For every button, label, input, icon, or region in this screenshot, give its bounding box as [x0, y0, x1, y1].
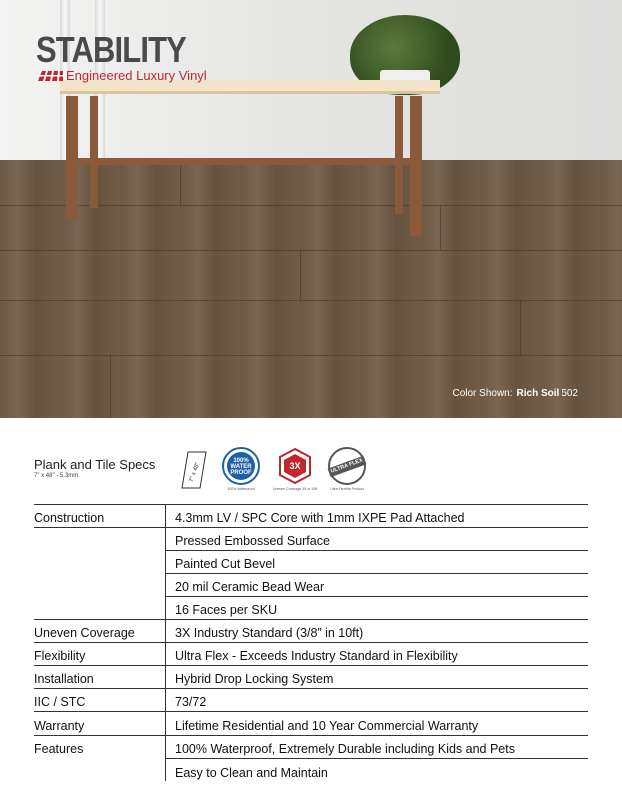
plank-seam	[180, 165, 181, 205]
color-name: Rich Soil	[516, 388, 560, 399]
table-row	[34, 713, 588, 736]
row-value: Ultra Flex - Exceeds Industry Standard in Flexibility	[175, 649, 458, 663]
row-value: 4.3mm LV / SPC Core with 1mm IXPE Pad Attached	[175, 511, 465, 525]
waterproof-badge-bottom: PROOF	[230, 470, 252, 476]
row-value: Painted Cut Bevel	[175, 557, 276, 571]
uneven-coverage-caption: Uneven Coverage 3X in 10ft	[273, 487, 317, 491]
ultra-flex-caption: Ultra Flexible Product	[330, 487, 364, 491]
table-row	[34, 528, 588, 551]
specs-title: Plank and Tile Specs	[34, 457, 156, 472]
color-shown-caption	[452, 388, 578, 399]
plank-size-icon	[176, 450, 212, 490]
color-shown-label: Color Shown:	[452, 388, 513, 399]
row-value: Lifetime Residential and 10 Year Commercial Warranty	[175, 719, 479, 733]
bench-leg	[90, 96, 98, 208]
brand-logo-title: STABILITY	[36, 29, 186, 70]
ultra-flex-badge	[328, 447, 366, 485]
row-value: Hybrid Drop Locking System	[175, 672, 334, 686]
waterproof-badge-top: 100%	[233, 458, 249, 464]
table-row	[34, 689, 588, 712]
table-row	[34, 574, 588, 597]
plank-icon-label: 7" x 48"	[188, 461, 202, 484]
plank-seam	[300, 250, 301, 300]
table-row	[34, 736, 588, 759]
row-label: Flexibility	[34, 649, 86, 663]
waterproof-caption: 100% Waterproof	[227, 487, 255, 491]
uneven-coverage-badge	[276, 447, 314, 485]
brand-tagline: Engineered Luxury Vinyl	[66, 68, 207, 83]
row-label: Uneven Coverage	[34, 626, 135, 640]
table-row	[34, 551, 588, 574]
waterproof-badge	[222, 447, 260, 485]
row-value: 3X Industry Standard (3/8” in 10ft)	[175, 626, 364, 640]
row-label: Installation	[34, 672, 94, 686]
plank-seam	[440, 205, 441, 250]
table-rule	[165, 758, 588, 759]
table-rule	[34, 711, 588, 712]
row-value: 20 mil Ceramic Bead Wear	[175, 580, 325, 594]
bench-rail	[75, 158, 415, 165]
table-row	[34, 666, 588, 689]
row-label: Warranty	[34, 719, 85, 733]
bench-leg	[395, 96, 403, 214]
plank-seam	[520, 300, 521, 355]
row-value: 100% Waterproof, Extremely Durable including Kids and Pets	[175, 742, 515, 756]
table-row	[34, 760, 588, 783]
bench-leg	[410, 96, 422, 236]
row-value: Easy to Clean and Maintain	[175, 766, 328, 780]
brand-logo-icon	[36, 70, 64, 82]
row-label: IIC / STC	[34, 695, 86, 709]
uneven-coverage-badge-text: 3X	[289, 461, 301, 471]
specs-size: 7" x 48" - 5.3mm	[34, 473, 79, 479]
table-row	[34, 643, 588, 666]
row-label: Features	[34, 742, 84, 756]
row-value: Pressed Embossed Surface	[175, 534, 330, 548]
color-code: 502	[561, 388, 578, 399]
plank-seam	[0, 300, 622, 301]
waterproof-badge-mid: WATER	[230, 464, 252, 470]
row-label: Construction	[34, 511, 105, 525]
table-row	[34, 620, 588, 643]
row-value: 16 Faces per SKU	[175, 603, 278, 617]
table-row	[34, 597, 588, 620]
ultra-flex-badge-text: ULTRA FLEX	[328, 456, 367, 477]
row-value: 73/72	[175, 695, 207, 709]
plank-seam	[0, 250, 622, 251]
plank-seam	[0, 355, 622, 356]
plank-seam	[110, 355, 111, 418]
table-row	[34, 505, 588, 528]
